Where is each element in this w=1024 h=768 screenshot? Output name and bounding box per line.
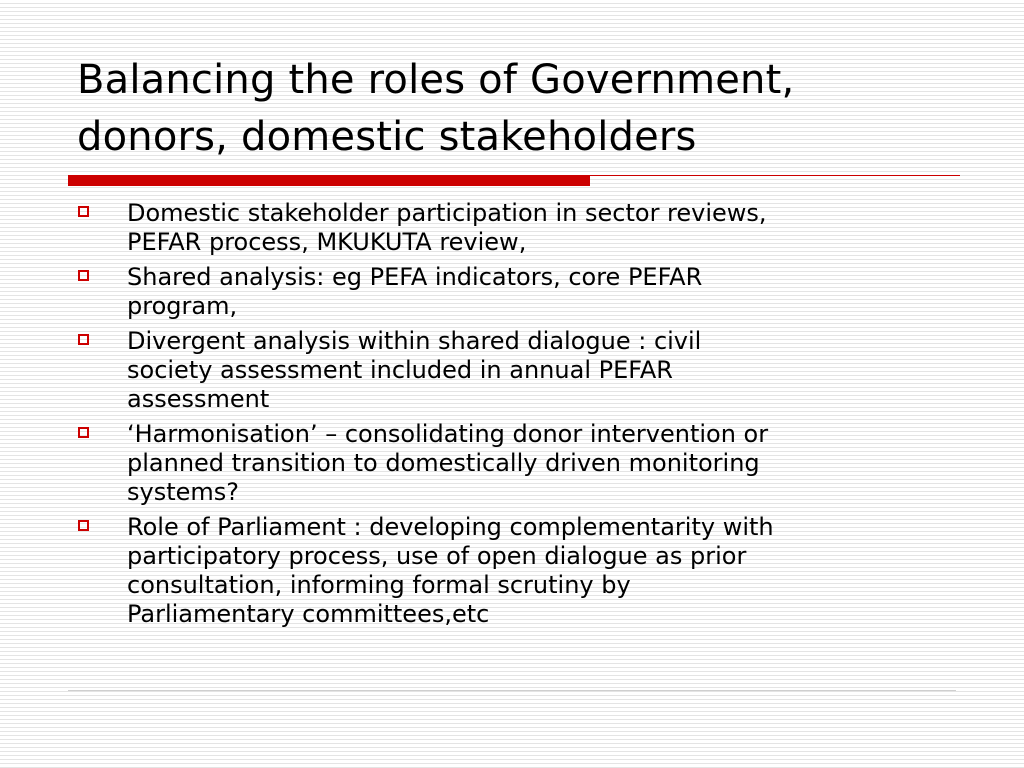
bullet-item [77,263,957,321]
bullet-list [77,199,957,635]
bullet-line: ‘Harmonisation’ – consolidating donor intervention or [127,420,769,448]
hollow-square-bullet-icon [78,270,89,281]
bullet-item [77,513,957,629]
bullet-line: PEFAR process, MKUKUTA review, [127,228,527,256]
bullet-text [127,263,957,321]
slide-title-line: donors, domestic stakeholders [77,114,697,160]
title-underline-thin [590,175,960,176]
hollow-square-bullet-icon [78,334,89,345]
bullet-line: Domestic stakeholder participation in sector reviews, [127,199,767,227]
bullet-text [127,199,957,257]
bullet-text [127,327,957,414]
bullet-line: systems? [127,478,240,506]
bullet-item [77,199,957,257]
bullet-line: assessment [127,385,270,413]
footer-divider [68,690,956,691]
bullet-line: Parliamentary committees,etc [127,600,490,628]
slide-title-line: Balancing the roles of Government, [77,57,795,103]
bullet-line: Role of Parliament : developing complementarity with [127,513,774,541]
bullet-item [77,327,957,414]
bullet-line: participatory process, use of open dialogue as prior [127,542,747,570]
hollow-square-bullet-icon [78,206,89,217]
bullet-line: consultation, informing formal scrutiny by [127,571,631,599]
bullet-text [127,420,957,507]
bullet-text [127,513,957,629]
hollow-square-bullet-icon [78,520,89,531]
hollow-square-bullet-icon [78,427,89,438]
title-underline-thick [68,175,590,186]
bullet-line: planned transition to domestically driven monitoring [127,449,760,477]
bullet-line: Divergent analysis within shared dialogue : civil [127,327,702,355]
bullet-line: Shared analysis: eg PEFA indicators, core PEFAR [127,263,703,291]
bullet-item [77,420,957,507]
slide-title [77,52,977,166]
bullet-line: society assessment included in annual PEFAR [127,356,673,384]
bullet-line: program, [127,292,238,320]
